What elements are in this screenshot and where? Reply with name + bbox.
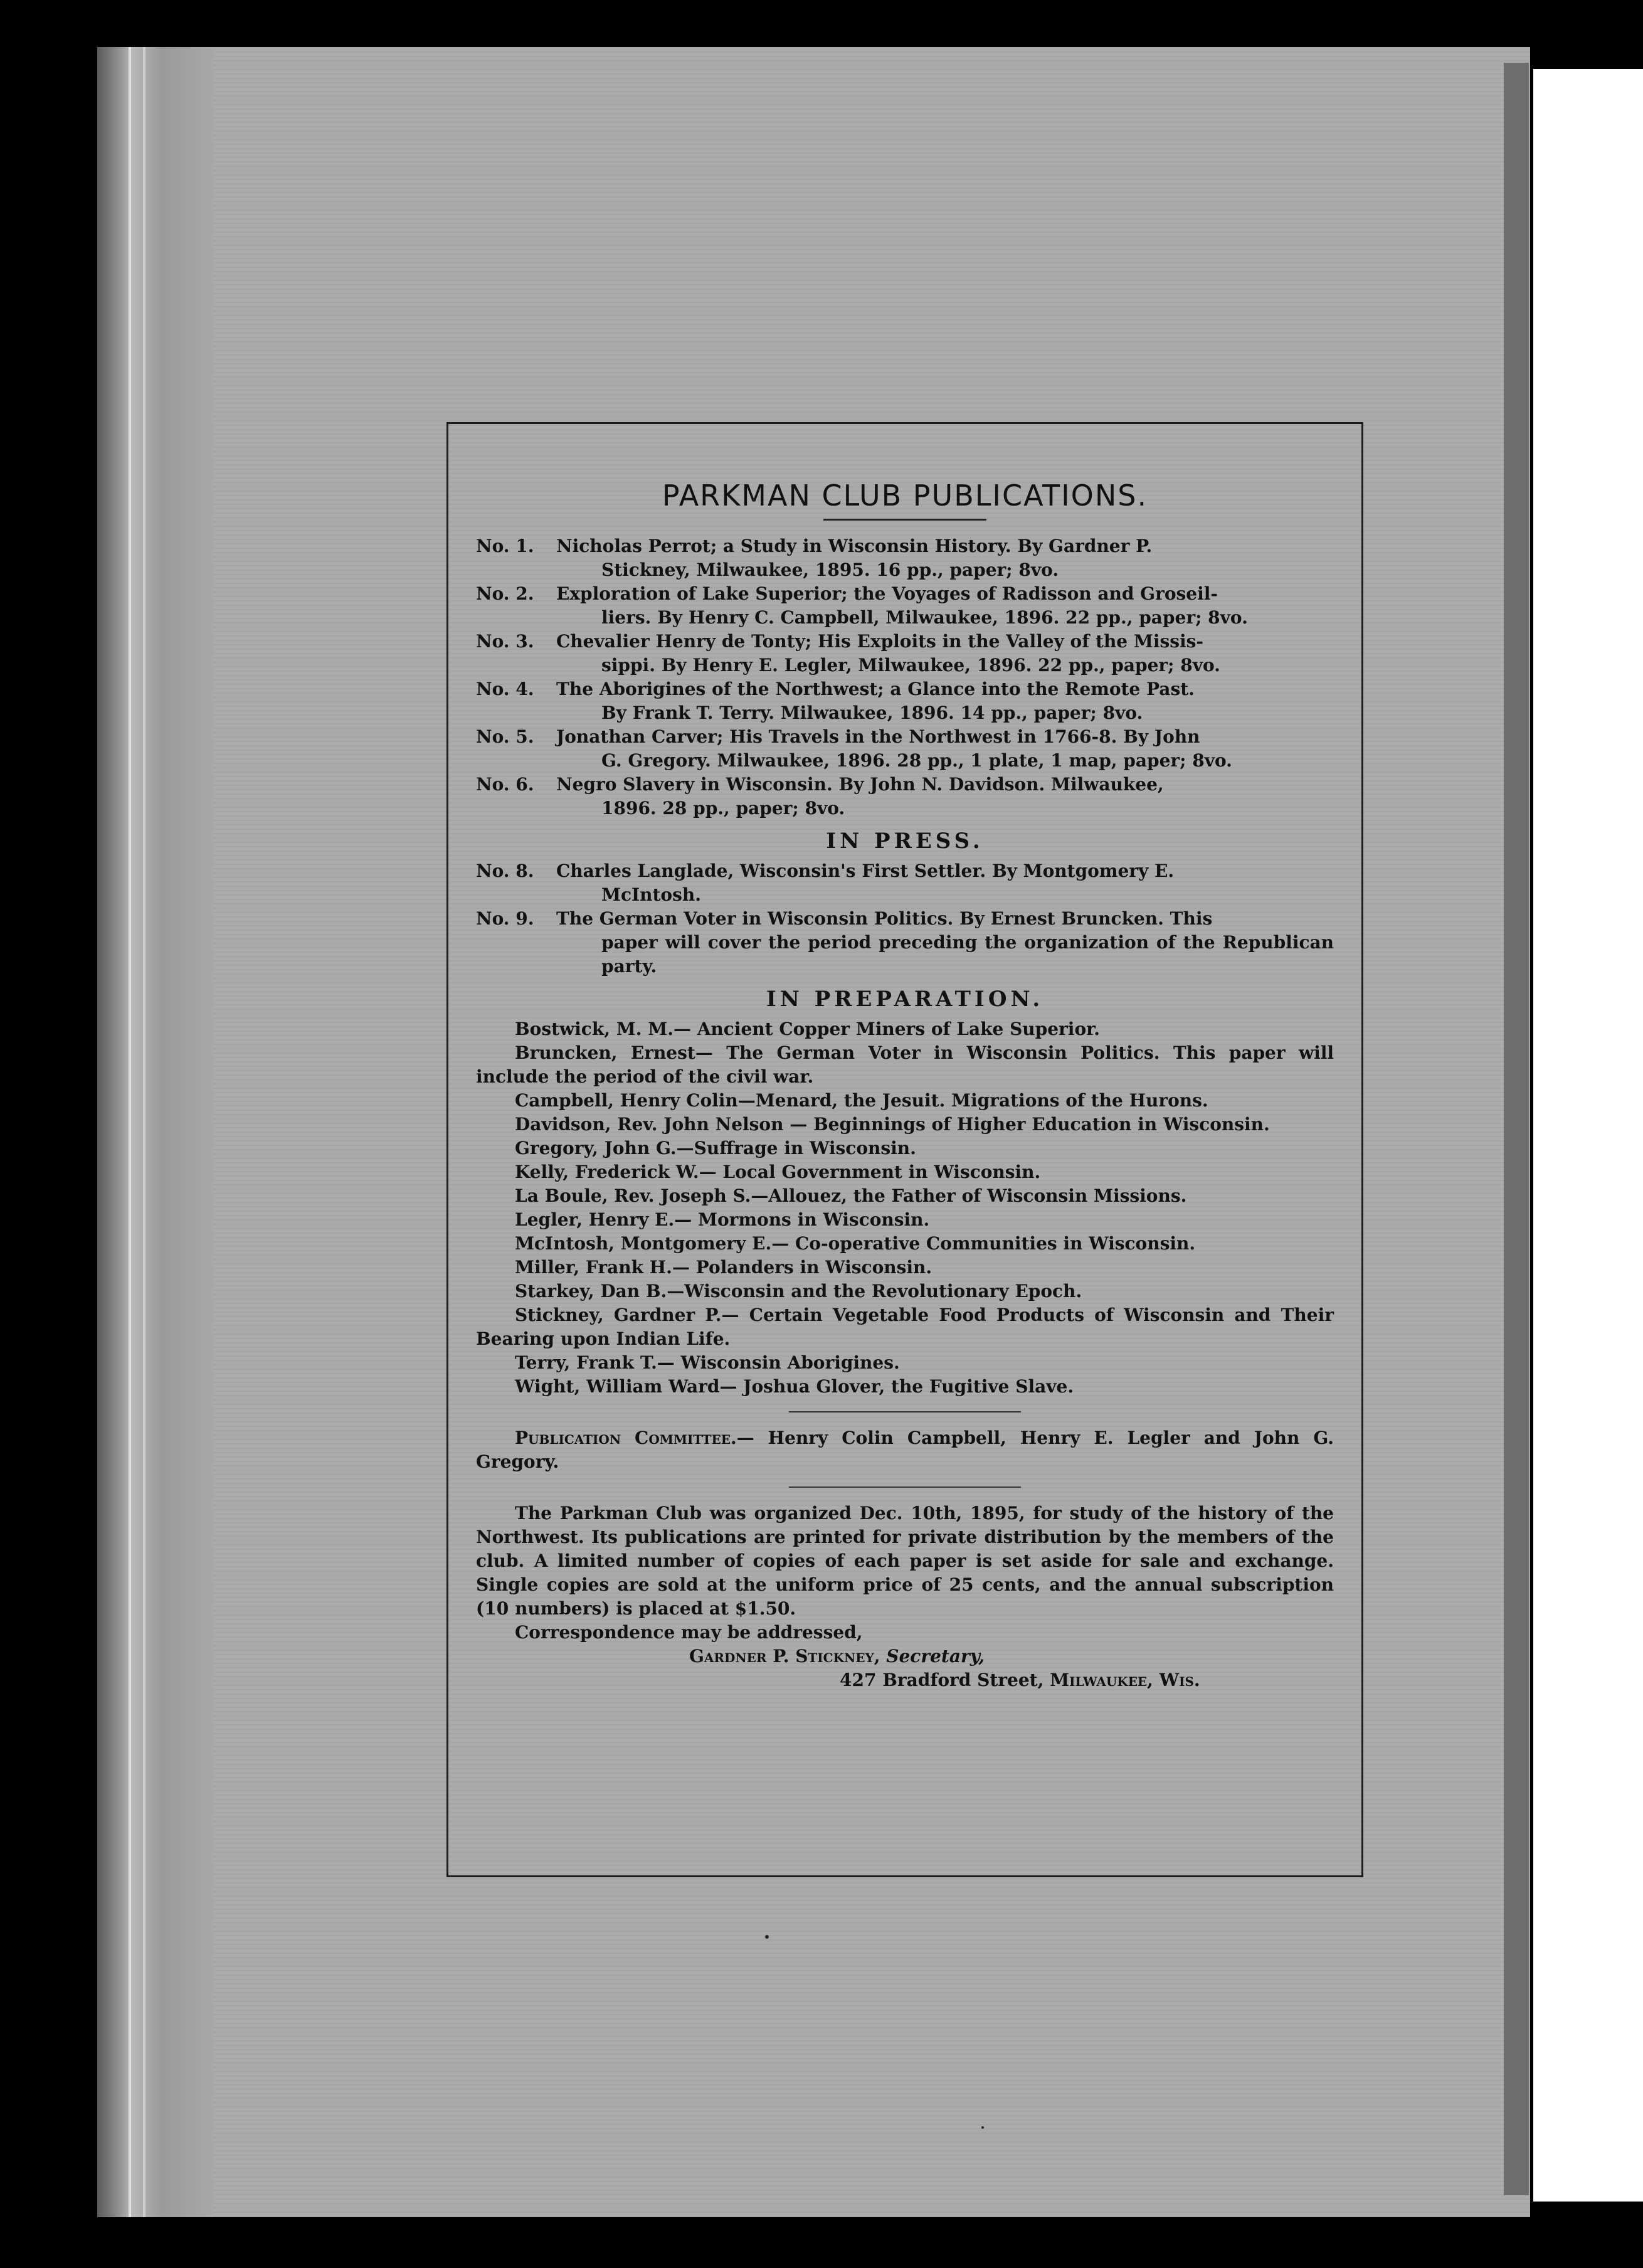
title-rule	[823, 519, 986, 521]
notice-content	[476, 479, 1334, 1692]
committee-label: Publication Committee.	[515, 1428, 737, 1448]
print-speck	[981, 2126, 984, 2129]
correspondence-line: Correspondence may be addressed,	[515, 1622, 863, 1643]
publication-notice-frame	[446, 422, 1363, 1877]
address-street: 427 Bradford Street,	[840, 1670, 1044, 1690]
preparation-item: Gregory, John G.—Suffrage in Wisconsin.	[515, 1138, 916, 1158]
publication-line: Jonathan Carver; His Travels in the Northwest in 1766-8. By John	[556, 726, 1200, 747]
publication-text	[556, 630, 1334, 677]
book-spine-edge	[97, 47, 213, 2217]
section-divider	[789, 1486, 1021, 1488]
publication-line: Nicholas Perrot; a Study in Wisconsin History. By Gardner P.	[556, 536, 1153, 556]
publication-text	[556, 677, 1334, 725]
scan-margin	[1533, 69, 1643, 2202]
publication-line: Charles Langlade, Wisconsin's First Settler. By Montgomery E.	[556, 861, 1175, 881]
publication-text	[556, 534, 1334, 582]
publication-line: Exploration of Lake Superior; the Voyages of Radisson and Groseil-	[556, 583, 1218, 604]
publication-entry	[476, 630, 1334, 677]
preparation-item: Wight, William Ward— Joshua Glover, the Fugitive Slave.	[515, 1376, 1074, 1397]
publication-number: No. 2.	[476, 583, 534, 604]
publication-line-cont: Stickney, Milwaukee, 1895. 16 pp., paper; 8vo.	[601, 559, 1059, 580]
section-divider	[789, 1411, 1021, 1412]
preparation-item: Bruncken, Ernest— The German Voter in Wisconsin Politics. This paper will include the period of the civil war.	[476, 1042, 1334, 1087]
in-preparation-list	[476, 1017, 1334, 1399]
publication-number: No. 6.	[476, 774, 534, 795]
page-right-shadow	[1504, 63, 1529, 2195]
preparation-item: La Boule, Rev. Joseph S.—Allouez, the Father of Wisconsin Missions.	[515, 1185, 1187, 1206]
publication-number: No. 9.	[476, 908, 534, 929]
publication-line: The Aborigines of the Northwest; a Glance into the Remote Past.	[556, 679, 1195, 699]
preparation-item: Campbell, Henry Colin—Menard, the Jesuit. Migrations of the Hurons.	[515, 1090, 1208, 1111]
publication-entry	[476, 534, 1334, 582]
in-press-entry	[476, 907, 1334, 978]
publication-text	[556, 859, 1334, 907]
publication-entry	[476, 582, 1334, 630]
preparation-item: Kelly, Frederick W.— Local Government in Wisconsin.	[515, 1162, 1041, 1182]
publication-text	[556, 907, 1334, 978]
secretary-address	[476, 1668, 1334, 1692]
publication-line: Chevalier Henry de Tonty; His Exploits in the Valley of the Missis-	[556, 631, 1204, 652]
publication-number: No. 5.	[476, 726, 534, 747]
publication-number: No. 8.	[476, 861, 534, 881]
in-press-heading: IN PRESS.	[826, 829, 984, 854]
publication-line-cont: 1896. 28 pp., paper; 8vo.	[601, 798, 845, 819]
address-city: Milwaukee, Wis.	[1050, 1670, 1200, 1690]
secretary-signature	[476, 1645, 1334, 1668]
in-press-list	[476, 859, 1334, 978]
publications-list	[476, 534, 1334, 820]
preparation-item: Starkey, Dan B.—Wisconsin and the Revolutionary Epoch.	[515, 1281, 1082, 1301]
secretary-name: Gardner P. Stickney,	[689, 1646, 880, 1667]
club-description: The Parkman Club was organized Dec. 10th, 1895, for study of the history of the Northwest. Its publications are printed for private distribution by the members of the club. A limited number of copies of each paper is set aside for sale and exchange. Single copies are sold at the uniform price of 25 cents, and the annual subscription (10 numbers) is placed at $1.50.	[476, 1503, 1334, 1619]
publication-text	[556, 773, 1334, 820]
publication-line-cont: McIntosh.	[601, 884, 701, 905]
committee-members: — Henry Colin Campbell, Henry E. Legler and John G. Gregory.	[476, 1428, 1334, 1472]
publication-number: No. 4.	[476, 679, 534, 699]
in-preparation-heading: IN PREPARATION.	[766, 987, 1044, 1012]
print-speck	[765, 1935, 769, 1939]
publication-line: The German Voter in Wisconsin Politics. By Ernest Bruncken. This	[556, 908, 1213, 929]
secretary-title: Secretary,	[886, 1646, 985, 1667]
preparation-item: Legler, Henry E.— Mormons in Wisconsin.	[515, 1209, 930, 1230]
page-title: PARKMAN CLUB PUBLICATIONS.	[662, 479, 1148, 512]
publication-line-cont: liers. By Henry C. Campbell, Milwaukee, 1896. 22 pp., paper; 8vo.	[601, 607, 1248, 628]
publication-line-cont: By Frank T. Terry. Milwaukee, 1896. 14 pp., paper; 8vo.	[601, 702, 1143, 723]
preparation-item: Bostwick, M. M.— Ancient Copper Miners of Lake Superior.	[515, 1019, 1101, 1039]
spine-crease	[143, 47, 145, 2217]
publication-line: Negro Slavery in Wisconsin. By John N. Davidson. Milwaukee,	[556, 774, 1164, 795]
publication-line-cont: sippi. By Henry E. Legler, Milwaukee, 1896. 22 pp., paper; 8vo.	[601, 655, 1220, 676]
preparation-item: Stickney, Gardner P.— Certain Vegetable Food Products of Wisconsin and Their Bearing upon Indian Life.	[476, 1305, 1334, 1349]
preparation-item: Davidson, Rev. John Nelson — Beginnings of Higher Education in Wisconsin.	[515, 1114, 1270, 1135]
publication-text	[556, 582, 1334, 630]
publication-text	[556, 725, 1334, 773]
preparation-item: Terry, Frank T.— Wisconsin Aborigines.	[515, 1352, 900, 1373]
spine-crease	[129, 47, 131, 2217]
publication-committee	[476, 1426, 1334, 1474]
publication-entry	[476, 773, 1334, 820]
publication-number: No. 3.	[476, 631, 534, 652]
publication-line-cont: paper will cover the period preceding the organization of the Republican party.	[601, 932, 1334, 977]
publication-entry	[476, 677, 1334, 725]
in-press-entry	[476, 859, 1334, 907]
publication-number: No. 1.	[476, 536, 534, 556]
preparation-item: Miller, Frank H.— Polanders in Wisconsin.	[515, 1257, 932, 1278]
preparation-item: McIntosh, Montgomery E.— Co-operative Communities in Wisconsin.	[515, 1233, 1196, 1254]
publication-line-cont: G. Gregory. Milwaukee, 1896. 28 pp., 1 plate, 1 map, paper; 8vo.	[601, 750, 1232, 771]
publication-entry	[476, 725, 1334, 773]
